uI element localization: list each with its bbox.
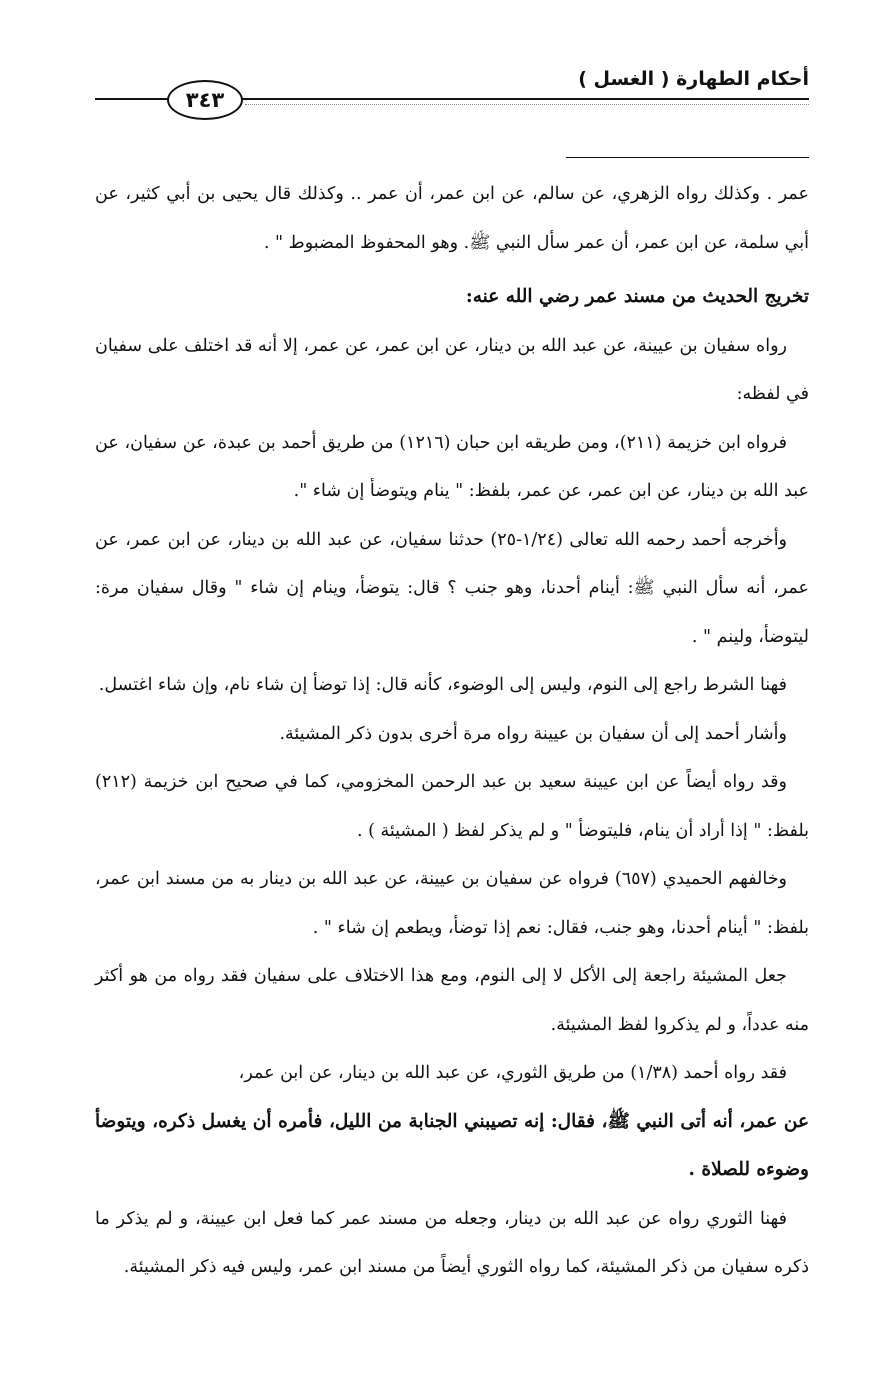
paragraph: فرواه ابن خزيمة (٢١١)، ومن طريقه ابن حبان (١٢١٦) من طريق أحمد بن عبدة، عن سفيان، عن عبد الله بن دينار، عن ابن عمر، عن عمر، بلفظ: " ينام ويتوضأ إن شاء ". (95, 432, 809, 501)
hadith-quote: عن عمر، أنه أتى النبي ﷺ، فقال: إنه تصيبني الجنابة من الليل، فأمره أن يغسل ذكره، ويتوضأ وضوءه للصلاة . (95, 1110, 809, 1180)
paragraph: رواه سفيان بن عيينة، عن عبد الله بن دينار، عن ابن عمر، عن عمر، إلا أنه قد اختلف على سفيان في لفظه: (95, 335, 809, 404)
page-header (95, 60, 809, 120)
page-body (95, 170, 809, 1292)
closing-paragraph: فهنا الثوري رواه عن عبد الله بن دينار، وجعله من مسند عمر كما فعل ابن عيينة، و لم يذكر ما ذكره سفيان من ذكر المشيئة، كما رواه الثوري أيضاً من مسند ابن عمر، وليس فيه ذكر المشيئة. (95, 1208, 809, 1277)
footnote-rule (566, 157, 809, 158)
section-heading: تخريج الحديث من مسند عمر رضي الله عنه: (465, 286, 809, 307)
paragraph: جعل المشيئة راجعة إلى الأكل لا إلى النوم، ومع هذا الاختلاف على سفيان فقد رواه من هو أكثر منه عدداً، و لم يذكروا لفظ المشيئة. (95, 966, 809, 1035)
page-number: ٣٤٣ (167, 80, 243, 120)
footnote-continuation: عمر . وكذلك رواه الزهري، عن سالم، عن ابن عمر، أن عمر .. وكذلك قال يحيى بن أبي كثير، عن أبي سلمة، عن ابن عمر، أن عمر سأل النبي ﷺ. وهو المحفوظ المضبوط " . (95, 184, 809, 253)
paragraph: وقد رواه أيضاً عن ابن عيينة سعيد بن عبد الرحمن المخزومي، كما في صحيح ابن خزيمة (٢١٢) بلفظ: " إذا أراد أن ينام، فليتوضأ " و لم يذكر لفظ ( المشيئة ) . (95, 772, 809, 841)
paragraph: وخالفهم الحميدي (٦٥٧) فرواه عن سفيان بن عيينة، عن عبد الله بن دينار به من مسند ابن عمر، بلفظ: " أينام أحدنا، وهو جنب، فقال: نعم إذا توضأ، ويطعم إن شاء " . (95, 869, 809, 938)
paragraph: فهنا الشرط راجع إلى النوم، وليس إلى الوضوء، كأنه قال: إذا توضأ إن شاء نام، وإن شاء اغتسل. (98, 675, 787, 695)
header-ornament-rule (245, 104, 809, 105)
paragraph: فقد رواه أحمد (١/٣٨) من طريق الثوري، عن عبد الله بن دينار، عن ابن عمر، (238, 1063, 787, 1083)
paragraph: وأشار أحمد إلى أن سفيان بن عيينة رواه مرة أخرى بدون ذكر المشيئة. (279, 723, 787, 744)
running-title: أحكام الطهارة ( الغسل ) (578, 68, 809, 90)
paragraph: وأخرجه أحمد رحمه الله تعالى (١/٢٤-٢٥) حدثنا سفيان، عن عبد الله بن دينار، عن ابن عمر، عن عمر، أنه سأل النبي ﷺ: أينام أحدنا، وهو جنب ؟ قال: يتوضأ، وينام إن شاء " وقال سفيان مرة: ليتوضأ، ولينم " . (95, 529, 809, 647)
